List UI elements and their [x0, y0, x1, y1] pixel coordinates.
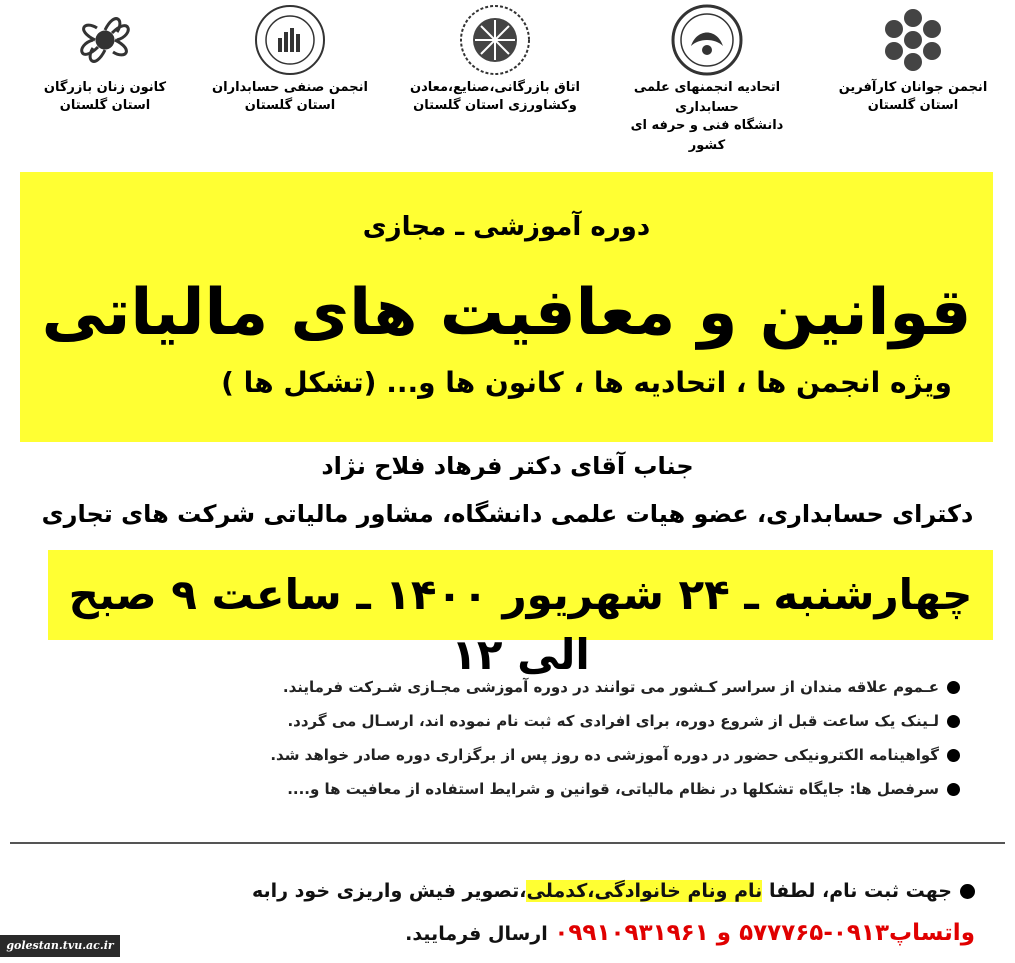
- logo-caption-line1: کانون زنان بازرگان: [43, 80, 167, 95]
- presenter-credentials: دکترای حسابداری، عضو هیات علمی دانشگاه، مشاور مالیاتی شرکت های تجاری: [41, 500, 974, 528]
- logo-accountants-guild: [195, 0, 385, 116]
- accountants-guild-seal-icon: [250, 0, 330, 80]
- registration-instructions: [40, 870, 975, 955]
- bullet-text: گواهینامه الکترونیکی حضور در دوره آموزشی ده روز پس از برگزاری دوره صادر خواهد شد.: [270, 746, 939, 764]
- audience-subtitle: ویژه انجمن ها ، اتحادیه ها ، کانون ها و... (تشکل ها ): [221, 366, 952, 399]
- page-title: قوانین و معافیت های مالیاتی: [41, 276, 972, 350]
- logo-caption-line2: استان گلستان: [867, 98, 959, 113]
- bullet-text: سرفصل ها: جایگاه تشکلها در نظام مالیاتی، قوانین و شرایط استفاده از معافیت ها و....: [287, 780, 939, 798]
- logo-caption-line1: انجمن صنفی حسابداران: [212, 80, 368, 95]
- logo-accounting-associations: [612, 0, 802, 156]
- list-item: [260, 780, 960, 814]
- whatsapp-label: واتساپ: [889, 920, 975, 946]
- info-bullet-list: [260, 678, 960, 814]
- registration-text-3: ارسال فرمایید.: [405, 923, 555, 945]
- phone-number-2[interactable]: ۰۹۹۱۰۹۳۱۹۶۱: [554, 920, 709, 946]
- course-type: دوره آموزشی ـ مجازی: [362, 212, 651, 242]
- flower-emblem-icon: [65, 0, 145, 80]
- site-watermark: golestan.tvu.ac.ir: [0, 935, 120, 957]
- bullet-text: عـموم علاقه مندان از سراسر کـشور می توانند در دوره آموزشی مجـازی شـرکت فرمایند.: [282, 678, 939, 696]
- registration-text-2: ،تصویر فیش واریزی خود رابه: [251, 880, 527, 902]
- logo-young-entrepreneurs: [818, 0, 1008, 116]
- logo-caption-line2: استان گلستان: [59, 98, 151, 113]
- chamber-of-commerce-seal-icon: [455, 0, 535, 80]
- logo-caption-line1: اتحادیه انجمنهای علمی حسابداری: [633, 80, 781, 115]
- bullet-dot-icon: [947, 681, 960, 694]
- phone-separator: و: [708, 920, 740, 946]
- date-time-line: چهارشنبه ـ ۲۴ شهریور ۱۴۰۰ ـ ساعت ۹ صبح الی ۱۲: [68, 570, 973, 679]
- young-entrepreneurs-emblem-icon: [873, 0, 953, 80]
- logo-caption-line1: اتاق بازرگانی،صنایع،معادن: [410, 80, 580, 95]
- logo-caption-line2: دانشگاه فنی و حرفه ای کشور: [630, 118, 784, 153]
- list-item: [260, 712, 960, 746]
- partner-logos-row: [0, 0, 1015, 153]
- accounting-associations-seal-icon: [667, 0, 747, 80]
- logo-caption-line2: وکشاورزی استان گلستان: [413, 98, 577, 113]
- registration-highlight: نام ونام خانوادگی،کدملی: [526, 880, 763, 902]
- bullet-dot-icon: [947, 783, 960, 796]
- logo-womens-merchants: [10, 0, 200, 116]
- phone-number-1[interactable]: ۰۹۱۳-۵۷۷۷۶۵: [739, 920, 890, 946]
- list-item: [260, 678, 960, 712]
- bullet-dot-icon: [960, 884, 975, 899]
- bullet-dot-icon: [947, 715, 960, 728]
- bullet-text: لـینک یک ساعت قبل از شروع دوره، برای افرادی که ثبت نام نموده اند، ارسـال می گردد.: [287, 712, 939, 730]
- logo-chamber-of-commerce: [400, 0, 590, 116]
- divider: [10, 842, 1005, 844]
- list-item: [260, 746, 960, 780]
- registration-text-1: جهت ثبت نام، لطفا: [768, 880, 952, 902]
- bullet-dot-icon: [947, 749, 960, 762]
- logo-caption-line1: انجمن جوانان کارآفرین: [838, 80, 988, 95]
- presenter-name: جناب آقای دکتر فرهاد فلاح نژاد: [321, 452, 694, 480]
- logo-caption-line2: استان گلستان: [244, 98, 336, 113]
